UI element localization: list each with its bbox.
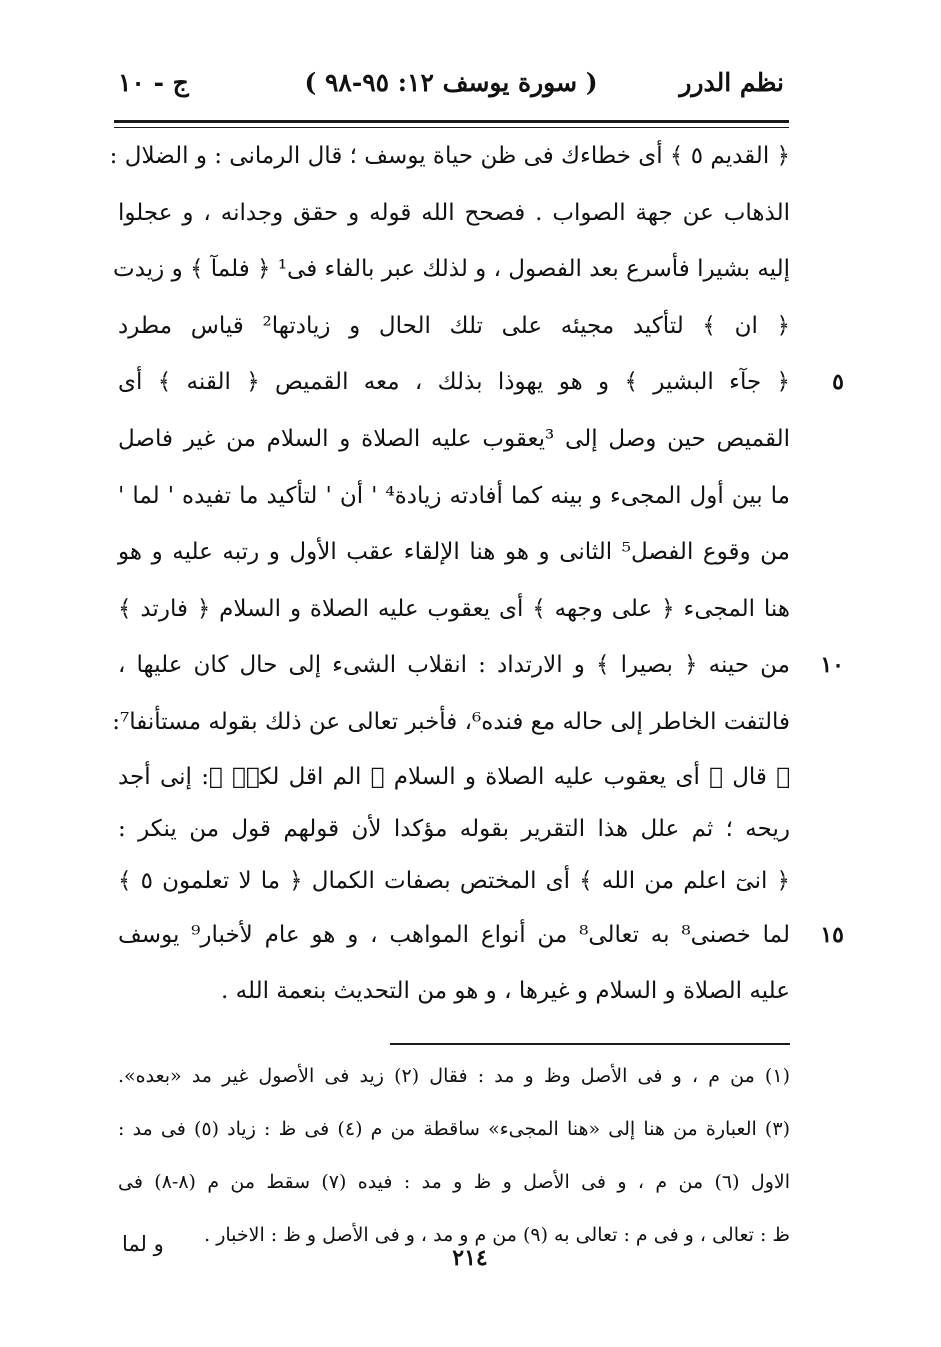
line-text: لما خصنى⁸ به تعالى⁸ من أنواع المواهب ، و هو عام لأخبار⁹ يوسف <box>118 921 790 948</box>
book-title: نظم الدرر <box>679 68 784 97</box>
line-text: ﴿ جآء البشير ﴾ و هو يهوذا بذلك ، معه القميص ﴿ القنه ﴾ أى <box>118 369 790 396</box>
line-text: ﴿ ان ﴾ لتأكيد مجيئه على تلك الحال و زيادتها² قياس مطرد <box>118 312 791 339</box>
text-line <box>118 855 790 907</box>
line-number: ١٥ <box>820 921 844 948</box>
footnotes <box>118 1050 790 1262</box>
line-text: ﴿ قال ﴾ أى يعقوب عليه الصلاة و السلام ﴿ الم اقل لكمۚ ﴾: إنى أجد <box>118 763 790 790</box>
page-number: ٢١٤ <box>452 1245 488 1271</box>
catchword: و لما <box>122 1232 164 1256</box>
line-text: القميص حين وصل إلى ³يعقوب عليه الصلاة و السلام من غير فاصل <box>118 425 791 452</box>
text-line <box>118 524 790 581</box>
footnote-separator <box>390 1043 790 1045</box>
footnote-line: (٣) العبارة من هنا إلى «هنا المجىء» ساقطة من م (٤) فى ظ : زياد (٥) فى مد : <box>118 1118 790 1140</box>
line-text: من وقوع الفصل⁵ الثانى و هو هنا الإلقاء عقب الأول و رتبه عليه و هو <box>118 539 790 566</box>
text-line <box>109 128 790 185</box>
text-line <box>112 694 790 751</box>
footnote-line: ظ : تعالى ، و فى م : تعالى به (٩) من م و مد ، و فى الأصل و ظ : الاخبار . <box>204 1224 790 1246</box>
footnote-line: (١) من م ، و فى الأصل وظ و مد : فقال (٢) زيد فى الأصول غير مد «بعده». <box>118 1065 790 1087</box>
line-text: ﴿ القديم ٥ ﴾ أى خطاءك فى ظن حياة يوسف ؛ قال الرمانى : و الضلال : <box>109 143 790 169</box>
text-line <box>118 298 790 355</box>
line-text: عليه الصلاة و السلام و غيرها ، و هو من التحديث بنعمة الله . <box>221 978 790 1005</box>
text-line <box>118 411 790 468</box>
line-text: من حينه ﴿ بصيرا ﴾ و الارتداد : انقلاب الشىء إلى حال كان عليها ، <box>118 652 790 679</box>
text-line <box>118 963 790 1020</box>
surah-reference: ( سورة يوسف ١٢: ٩٥-٩٨ ) <box>304 68 598 97</box>
text-line <box>118 751 790 803</box>
line-text: هنا المجىء ﴿ على وجهه ﴾ أى يعقوب عليه الصلاة و السلام ﴿ فارتد ﴾ <box>118 595 790 622</box>
main-text <box>109 128 844 1020</box>
text-line <box>118 354 844 411</box>
line-text: ما بين أول المجىء و بينه كما أفادته زيادة⁴ ' أن ' لتأكيد ما تفيده ' لما ' <box>118 482 790 509</box>
footnote-line: الاول (٦) من م ، و فى الأصل و ظ و مد : فيده (٧) سقط من م (٨-٨) فى <box>118 1171 790 1193</box>
text-line <box>118 907 844 964</box>
header-rule-thick <box>114 120 789 123</box>
running-header <box>118 62 784 108</box>
line-text: فالتفت الخاطر إلى حاله مع فنده⁶، فأخبر تعالى عن ذلك بقوله مستأنفا⁷: <box>112 708 790 735</box>
text-line <box>118 581 790 638</box>
text-line <box>118 803 790 855</box>
text-line <box>118 185 790 242</box>
text-line <box>118 637 844 694</box>
text-line <box>118 468 790 525</box>
line-text: إليه بشيرا فأسرع بعد الفصول ، و لذلك عبر بالفاء فى¹ ﴿ فلمآ ﴾ و زيدت <box>113 256 790 283</box>
line-text: ريحه ؛ ثم علل هذا التقرير بقوله مؤكدا لأن قولهم قول من ينكر : <box>118 815 790 842</box>
volume-number: ج - ١٠ <box>118 68 189 97</box>
line-text: الذهاب عن جهة الصواب . فصحح الله قوله و حقق وجدانه ، و عجلوا <box>118 199 790 226</box>
line-number: ١٠ <box>820 652 844 679</box>
line-number: ٥ <box>832 369 844 396</box>
text-line <box>113 241 790 298</box>
line-text: ﴿ انىٓ اعلم من الله ﴾ أى المختص بصفات الكمال ﴿ ما لا تعلمون ٥ ﴾ <box>118 867 790 894</box>
